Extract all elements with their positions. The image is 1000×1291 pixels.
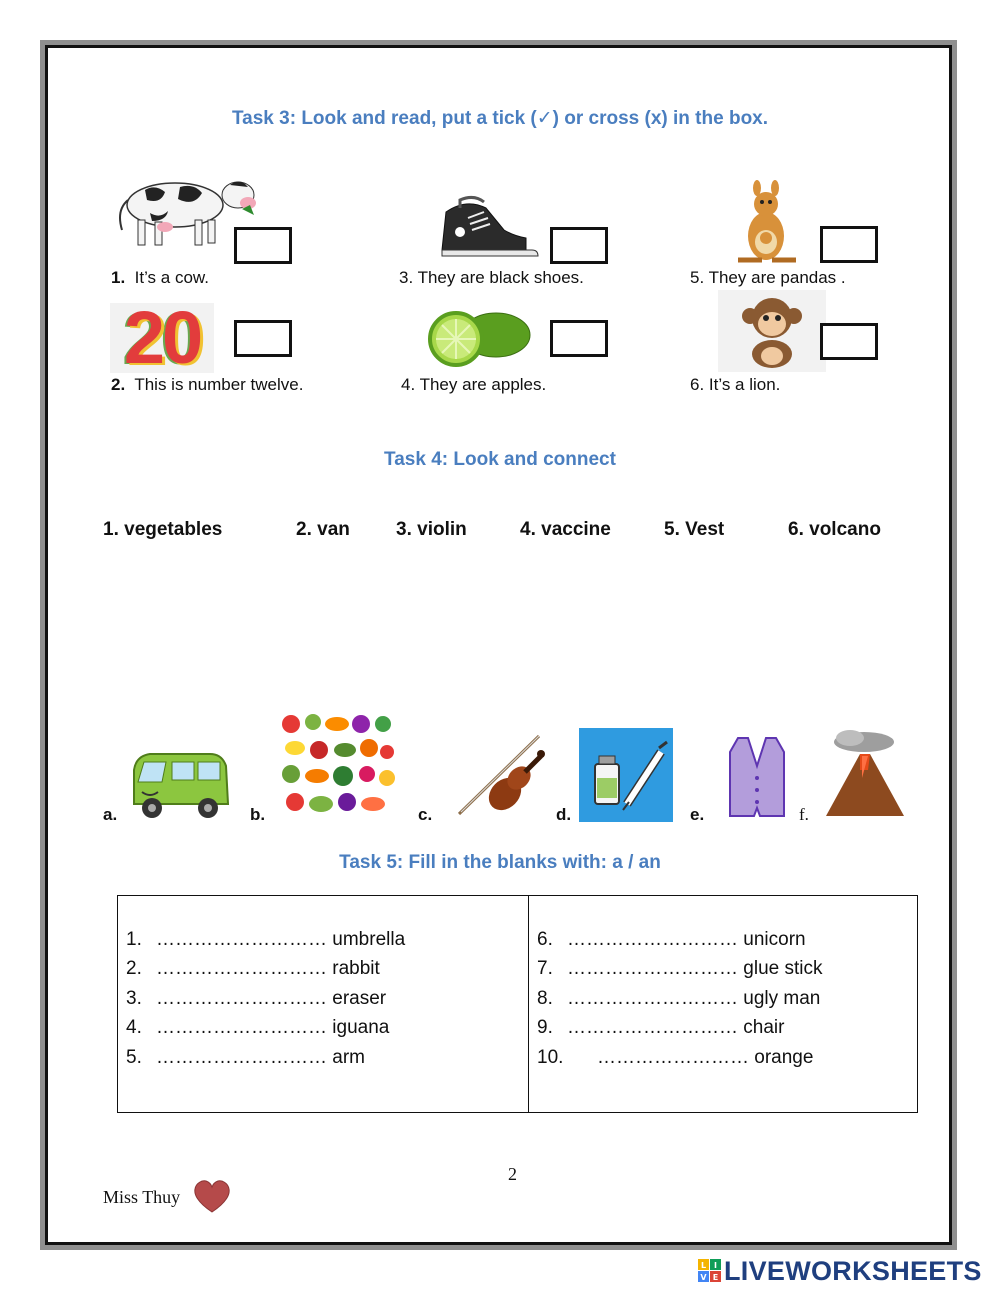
volcano-image[interactable] [824, 728, 906, 818]
fill-row-9[interactable]: 9. ……………………… chair [537, 1017, 785, 1038]
answer-box-5[interactable] [820, 226, 878, 263]
table-divider [528, 895, 529, 1113]
picture-letter-e: e. [690, 805, 705, 824]
connect-word-volcano[interactable]: 6. volcano [788, 519, 881, 540]
svg-text:I: I [714, 1261, 717, 1270]
teacher-signature: Miss Thuy [103, 1187, 181, 1207]
monkey-image [718, 290, 826, 372]
limes-image [420, 305, 535, 367]
brand-name: LIVEWORKSHEETS [724, 1255, 982, 1286]
liveworksheets-logo [698, 1253, 982, 1289]
liveworksheets-mark-icon [698, 1259, 722, 1283]
answer-box-1[interactable] [234, 227, 292, 264]
task3-item-1: 1. It’s a cow. [111, 268, 209, 287]
fill-row-5[interactable]: 5. ……………………… arm [126, 1047, 366, 1068]
vaccine-image[interactable] [579, 728, 673, 822]
answer-box-2[interactable] [234, 320, 292, 357]
svg-text:E: E [712, 1273, 719, 1282]
task3-item-6: 6. It’s a lion. [690, 375, 781, 394]
svg-text:L: L [700, 1261, 707, 1270]
answer-box-4[interactable] [550, 320, 608, 357]
shoes-image [438, 192, 546, 264]
connect-word-vest[interactable]: 5. Vest [664, 519, 725, 540]
fill-row-1[interactable]: 1. ……………………… umbrella [126, 929, 406, 950]
task3-item-5: 5. They are pandas . [690, 268, 846, 287]
connect-word-vegetables[interactable]: 1. vegetables [103, 519, 223, 540]
vegetables-image[interactable] [277, 710, 399, 820]
fill-row-7[interactable]: 7. ……………………… glue stick [537, 958, 823, 979]
fill-row-3[interactable]: 3. ……………………… eraser [126, 988, 387, 1009]
picture-letter-a: a. [103, 805, 118, 824]
answer-box-3[interactable] [550, 227, 608, 264]
task3-title: Task 3: Look and read, put a tick (✓) or cross (x) in the box. [231, 108, 769, 129]
kangaroo-image [728, 180, 802, 266]
picture-letter-f: f. [799, 805, 809, 824]
fill-row-2[interactable]: 2. ……………………… rabbit [126, 958, 380, 979]
answer-box-6[interactable] [820, 323, 878, 360]
connect-word-violin[interactable]: 3. violin [396, 519, 467, 540]
task3-item-4: 4. They are apples. [401, 375, 547, 394]
van-image[interactable] [128, 748, 232, 820]
fill-row-8[interactable]: 8. ……………………… ugly man [537, 988, 821, 1009]
vest-image[interactable] [728, 734, 786, 820]
fill-row-6[interactable]: 6. ……………………… unicorn [537, 929, 806, 950]
picture-letter-d: d. [556, 805, 572, 824]
fill-row-10[interactable]: 10. …………………… orange [537, 1047, 814, 1068]
page-number: 2 [508, 1164, 517, 1184]
svg-text:V: V [700, 1273, 707, 1282]
task3-item-2: 2. This is number twelve. [111, 375, 304, 394]
violin-image[interactable] [455, 732, 547, 818]
task3-item-3: 3. They are black shoes. [399, 268, 584, 287]
fill-row-4[interactable]: 4. ……………………… iguana [126, 1017, 390, 1038]
task5-title: Task 5: Fill in the blanks with: a / an [339, 852, 661, 873]
connect-word-van[interactable]: 2. van [296, 519, 350, 540]
number-20-image: 20 [110, 303, 214, 373]
picture-letter-c: c. [418, 805, 433, 824]
task4-title: Task 4: Look and connect [384, 449, 616, 470]
heart-icon [193, 1180, 231, 1214]
picture-letter-b: b. [250, 805, 266, 824]
connect-word-vaccine[interactable]: 4. vaccine [520, 519, 611, 540]
